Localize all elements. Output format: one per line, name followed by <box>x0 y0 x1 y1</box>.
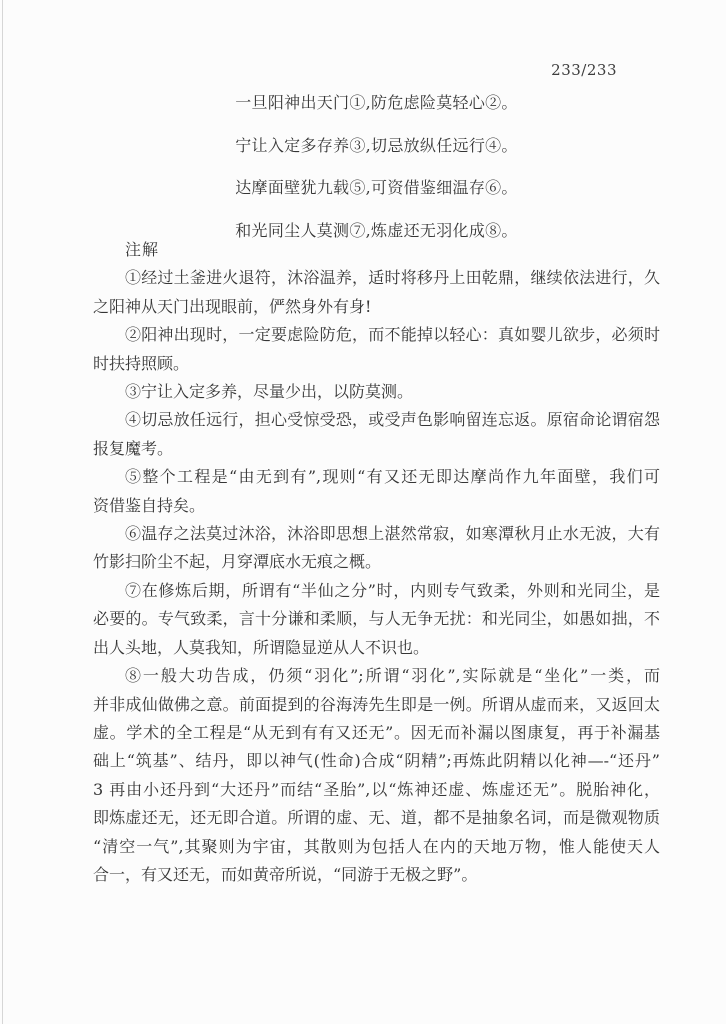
note-line: ③宁让入定多养，尽量少出，以防莫测。 <box>125 382 414 402</box>
note-paragraph-8 <box>93 662 660 889</box>
note-paragraph-7 <box>93 577 660 662</box>
note-line: 必要的。专气致柔，言十分谦和柔顺，与人无争无扰：和光同尘，如愚如拙，不 <box>93 609 660 629</box>
notes-heading: 注解 <box>125 240 160 259</box>
note-line: 3 再由小还丹到“大还丹”而结“圣胎”,以“炼神还虚、炼虚还无”。脱胎神化， <box>93 779 660 799</box>
note-paragraph-5 <box>93 463 660 520</box>
note-paragraph-2 <box>93 321 660 378</box>
note-line: “清空一气”,其聚则为宇宙，其散则为包括人在内的天地万物，惟人能使天人 <box>93 836 660 856</box>
note-line: 时扶持照顾。 <box>93 353 190 373</box>
note-line: 报复魔考。 <box>93 438 174 458</box>
note-line: 并非成仙做佛之意。前面提到的谷海涛先生即是一例。所谓从虚而来，又返回太 <box>93 694 660 714</box>
note-line: 虚。学术的全工程是“从无到有有又还无”。因无而补漏以图康复，再于补漏基 <box>93 722 660 742</box>
page-number: 233/233 <box>551 61 617 79</box>
note-line: ⑧一般大功告成，仍须“羽化”;所谓“羽化”,实际就是“坐化”一类，而 <box>125 666 660 686</box>
note-paragraph-4 <box>93 406 660 463</box>
note-line: ⑦在修炼后期，所谓有“半仙之分”时，内则专气致柔，外则和光同尘，是 <box>125 580 660 600</box>
note-line: 合一，有又还无，而如黄帝所说，“同游于无极之野”。 <box>93 864 478 884</box>
poem-block <box>93 82 660 252</box>
poem-line: 和光同尘人莫测⑦,炼虚还无羽化成⑧。 <box>235 220 518 240</box>
note-line: ④切忌放任远行，担心受惊受恐，或受声色影响留连忘返。原宿命论谓宿怨 <box>125 410 660 430</box>
poem-line: 一旦阳神出天门①,防危虑险莫轻心②。 <box>235 93 518 112</box>
note-line: ⑤整个工程是“由无到有”,现则“有又还无即达摩尚作九年面壁，我们可 <box>125 467 660 487</box>
note-line: ⑥温存之法莫过沐浴，沐浴即思想上湛然常寂，如寒潭秋月止水无波，大有 <box>125 524 660 544</box>
poem-line: 宁让入定多存养③,切忌放纵任远行④。 <box>235 135 518 155</box>
note-line: 出人头地，人莫我知，所谓隐显逆从人不识也。 <box>93 637 430 657</box>
note-line: ①经过土釜进火退符，沐浴温养，适时将移丹上田乾鼎，继续依法进行，久 <box>125 268 660 288</box>
poem-line: 达摩面壁犹九载⑤,可资借鉴细温存⑥。 <box>235 178 518 198</box>
note-line: 竹影扫阶尘不起，月穿潭底水无痕之概。 <box>93 552 382 572</box>
scan-edge-line <box>2 0 3 1024</box>
note-line: 即炼虚还无，还无即合道。所谓的虚、无、道，都不是抽象名词，而是微观物质 <box>93 808 660 828</box>
note-line: 之阳神从天门出现眼前，俨然身外有身! <box>93 296 372 316</box>
note-paragraph-3 <box>93 378 660 406</box>
notes-section <box>93 236 660 889</box>
note-paragraph-1 <box>93 264 660 321</box>
note-line: 础上“筑基”、结丹，即以神气(性命)合成“阴精”;再炼此阴精以化神—-“还丹” <box>93 751 660 771</box>
note-line: 资借鉴自持矣。 <box>93 495 206 515</box>
note-line: ②阳神出现时，一定要虑险防危，而不能掉以轻心：真如婴儿欲步，必须时 <box>125 325 660 345</box>
note-paragraph-6 <box>93 520 660 577</box>
